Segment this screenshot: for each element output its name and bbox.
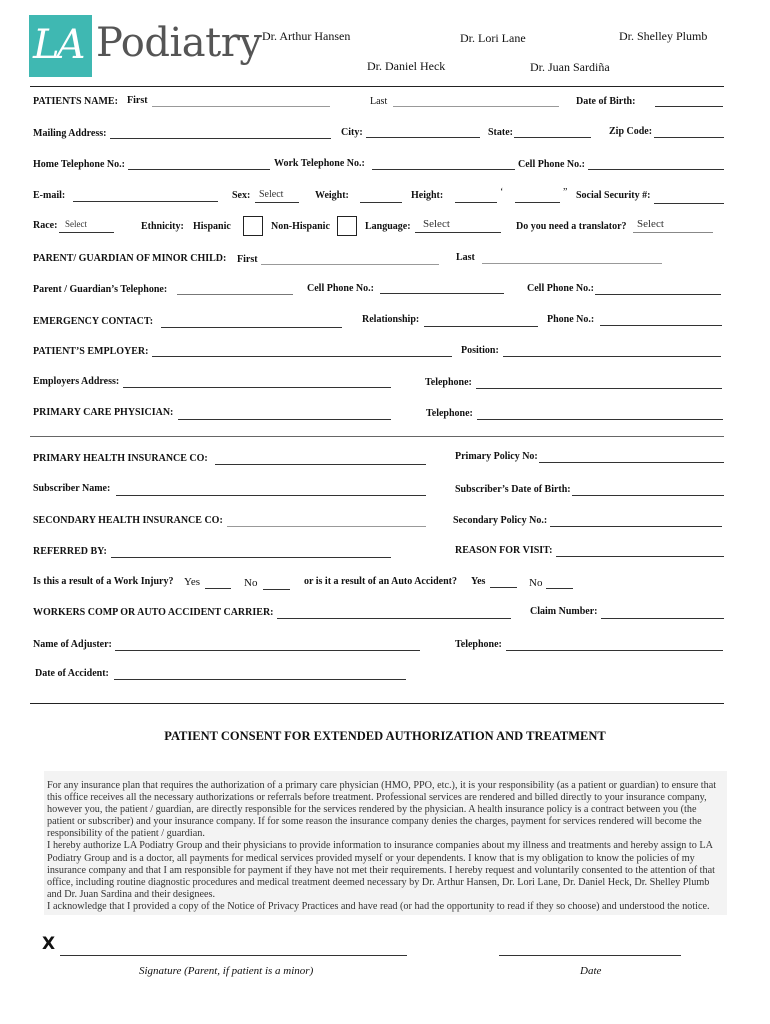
- mailing-address-field[interactable]: [110, 138, 331, 139]
- subscriber-dob-label: Subscriber’s Date of Birth:: [455, 484, 571, 495]
- cell-phone-label: Cell Phone No.:: [518, 159, 585, 170]
- position-label: Position:: [461, 345, 499, 356]
- pcp-telephone-field[interactable]: [477, 419, 723, 420]
- auto-accident-label: or is it a result of an Auto Accident?: [304, 576, 457, 587]
- pcp-field[interactable]: [178, 419, 391, 420]
- doctor-name: Dr. Shelley Plumb: [619, 29, 708, 43]
- work-injury-no-label: No: [244, 577, 258, 589]
- carrier-label: WORKERS COMP OR AUTO ACCIDENT CARRIER:: [33, 607, 274, 618]
- race-label: Race:: [33, 220, 58, 231]
- primary-policy-label: Primary Policy No:: [455, 451, 538, 462]
- adjuster-telephone-label: Telephone:: [455, 639, 502, 650]
- logo-name: Podiatry: [96, 20, 262, 66]
- language-field-underline: [415, 232, 501, 233]
- race-select[interactable]: Select: [65, 219, 87, 229]
- emergency-contact-field[interactable]: [161, 327, 342, 328]
- state-label: State:: [488, 127, 513, 138]
- section-divider: [30, 436, 724, 437]
- accident-date-field[interactable]: [114, 679, 406, 680]
- employer-address-label: Employers Address:: [33, 376, 120, 387]
- phone-no-field[interactable]: [600, 325, 722, 326]
- feet-mark: ‘: [500, 187, 504, 198]
- guardian-first-label: First: [237, 254, 258, 265]
- secondary-insurance-field[interactable]: [227, 526, 426, 527]
- subscriber-label: Subscriber Name:: [33, 483, 111, 494]
- work-injury-yes-field[interactable]: [205, 588, 231, 589]
- pcp-telephone-label: Telephone:: [426, 408, 473, 419]
- sex-select[interactable]: Select: [259, 189, 284, 200]
- guardian-cell-field[interactable]: [380, 293, 504, 294]
- employer-address-field[interactable]: [123, 387, 391, 388]
- first-name-field[interactable]: [152, 106, 330, 107]
- auto-accident-no-label: No: [529, 577, 543, 589]
- auto-accident-yes-label: Yes: [471, 576, 486, 587]
- secondary-insurance-label: SECONDARY HEALTH INSURANCE CO:: [33, 515, 223, 526]
- signature-caption: Signature (Parent, if patient is a minor): [139, 965, 314, 977]
- employer-label: PATIENT’S EMPLOYER:: [33, 346, 149, 357]
- hispanic-checkbox[interactable]: [243, 216, 263, 236]
- ssn-field[interactable]: [654, 203, 724, 204]
- emergency-contact-label: EMERGENCY CONTACT:: [33, 316, 154, 327]
- consent-title: PATIENT CONSENT FOR EXTENDED AUTHORIZATION AND TREATMENT: [164, 729, 606, 743]
- email-label: E-mail:: [33, 190, 66, 201]
- claim-number-field[interactable]: [601, 618, 724, 619]
- consent-paragraph: For any insurance plan that requires the authorization of a primary care physician (HMO, PPO, etc.), it is your responsibility (as a patient or guardian) to ensure that this office receives all the necessary authorizations or referrals before treatment. Professional services are rendered and billed directly to your insurance company, however you, the patient / guardian, are directly responsible for the services rendered by the physician. A health insurance policy is a contract between you (the patient or subscriber) and your insurance company. If for some reason the insurance company denies the charges, payment for services rendered will become the responsibility of the patient / guardian.: [47, 780, 717, 840]
- adjuster-telephone-field[interactable]: [506, 650, 723, 651]
- date-field[interactable]: [499, 955, 681, 956]
- consent-divider: [30, 703, 724, 704]
- adjuster-field[interactable]: [115, 650, 420, 651]
- auto-accident-no-field[interactable]: [546, 588, 573, 589]
- work-phone-field[interactable]: [372, 169, 515, 170]
- height-inches-field[interactable]: [515, 202, 560, 203]
- sex-label: Sex:: [232, 190, 251, 201]
- relationship-field[interactable]: [424, 326, 538, 327]
- primary-insurance-label: PRIMARY HEALTH INSURANCE CO:: [33, 453, 208, 464]
- doctor-name: Dr. Lori Lane: [460, 31, 526, 45]
- work-injury-label: Is this a result of a Work Injury?: [33, 576, 174, 587]
- ssn-label: Social Security #:: [576, 190, 651, 201]
- email-field[interactable]: [73, 201, 218, 202]
- referred-by-label: REFERRED BY:: [33, 546, 107, 557]
- language-select[interactable]: Select: [423, 218, 450, 230]
- height-label: Height:: [411, 190, 444, 201]
- guardian-phone-field[interactable]: [177, 294, 293, 295]
- reason-label: REASON FOR VISIT:: [455, 545, 553, 556]
- employer-telephone-label: Telephone:: [425, 377, 472, 388]
- primary-insurance-field[interactable]: [215, 464, 426, 465]
- translator-field-underline: [633, 232, 713, 233]
- consent-text: [47, 780, 725, 913]
- guardian-label: PARENT/ GUARDIAN OF MINOR CHILD:: [33, 253, 227, 264]
- non-hispanic-label: Non-Hispanic: [271, 221, 330, 232]
- home-phone-label: Home Telephone No.:: [33, 159, 125, 170]
- doctor-name: Dr. Arthur Hansen: [262, 29, 351, 43]
- mailing-address-label: Mailing Address:: [33, 128, 107, 139]
- dob-label: Date of Birth:: [576, 96, 636, 107]
- doctor-name: Dr. Daniel Heck: [367, 59, 446, 73]
- doctor-name: Dr. Juan Sardiña: [530, 60, 610, 74]
- claim-number-label: Claim Number:: [530, 606, 598, 617]
- weight-field[interactable]: [360, 202, 402, 203]
- position-field[interactable]: [503, 356, 721, 357]
- guardian-phone-label: Parent / Guardian’s Telephone:: [33, 284, 168, 295]
- patients-name-label: PATIENTS NAME:: [33, 96, 118, 107]
- carrier-field[interactable]: [277, 618, 511, 619]
- employer-field[interactable]: [152, 356, 452, 357]
- guardian-cell2-field[interactable]: [595, 294, 721, 295]
- subscriber-dob-field[interactable]: [572, 495, 724, 496]
- relationship-label: Relationship:: [362, 314, 420, 325]
- race-field-underline: [59, 232, 114, 233]
- hispanic-label: Hispanic: [193, 221, 231, 232]
- language-label: Language:: [365, 221, 411, 232]
- auto-accident-yes-field[interactable]: [490, 587, 517, 588]
- pcp-label: PRIMARY CARE PHYSICIAN:: [33, 407, 174, 418]
- non-hispanic-checkbox[interactable]: [337, 216, 357, 236]
- translator-select[interactable]: Select: [637, 218, 664, 230]
- inch-mark: ”: [563, 187, 568, 198]
- secondary-policy-label: Secondary Policy No.:: [453, 515, 548, 526]
- ethnicity-label: Ethnicity:: [141, 221, 184, 232]
- date-caption: Date: [580, 965, 602, 977]
- phone-no-label: Phone No.:: [547, 314, 595, 325]
- header-divider: [30, 86, 724, 87]
- guardian-cell-label: Cell Phone No.:: [307, 283, 374, 294]
- adjuster-label: Name of Adjuster:: [33, 639, 112, 650]
- work-injury-yes-label: Yes: [184, 576, 201, 588]
- employer-telephone-field[interactable]: [476, 388, 722, 389]
- weight-label: Weight:: [315, 190, 349, 201]
- secondary-policy-field[interactable]: [550, 526, 722, 527]
- dob-field[interactable]: [655, 106, 723, 107]
- consent-paragraph: I hereby authorize LA Podiatry Group and their physicians to provide information to insurance companies about my illness and treatments and hereby assign to LA Podiatry Group and is a doctor, all payments for medical services provided myself or your dependents. I know that is my obligation to know the policies of my insurance company and that I am responsible for payment if they have not met their requirements. I hereby request and voluntarily consented to the attention of that office, including routine diagnostic procedures and medical treatment deemed necessary by Dr. Arthur Hansen, Dr. Lori Lane, Dr. Daniel Heck, Dr. Shelley Plumb and Dr. Juan Sardina and their designees.: [47, 840, 715, 900]
- guardian-first-field[interactable]: [261, 264, 439, 265]
- zip-field[interactable]: [654, 137, 724, 138]
- city-label: City:: [341, 127, 363, 138]
- city-field[interactable]: [366, 137, 480, 138]
- consent-paragraph: I acknowledge that I provided a copy of the Notice of Privacy Practices and have read (or had the opportunity to read if they so choose) and understood the notice.: [47, 900, 710, 912]
- height-feet-field[interactable]: [455, 202, 497, 203]
- primary-policy-field[interactable]: [539, 462, 724, 463]
- last-name-label: Last: [370, 96, 388, 107]
- sex-field-underline: [255, 202, 299, 203]
- guardian-last-field[interactable]: [482, 263, 662, 264]
- state-field[interactable]: [514, 137, 591, 138]
- translator-label: Do you need a translator?: [516, 221, 627, 232]
- logo-initials: LA: [33, 22, 83, 68]
- guardian-last-label: Last: [456, 252, 475, 263]
- subscriber-field[interactable]: [116, 495, 426, 496]
- cell-phone-field[interactable]: [588, 169, 724, 170]
- signature-field[interactable]: [60, 955, 407, 956]
- work-injury-no-field[interactable]: [263, 589, 290, 590]
- guardian-cell2-label: Cell Phone No.:: [527, 283, 594, 294]
- accident-date-label: Date of Accident:: [35, 668, 109, 679]
- reason-field[interactable]: [556, 556, 724, 557]
- referred-by-field[interactable]: [111, 557, 391, 558]
- work-phone-label: Work Telephone No.:: [274, 158, 365, 169]
- home-phone-field[interactable]: [128, 169, 270, 170]
- first-name-label: First: [127, 95, 148, 106]
- signature-x-mark: X: [42, 934, 56, 954]
- last-name-field[interactable]: [393, 106, 559, 107]
- zip-label: Zip Code:: [609, 126, 653, 137]
